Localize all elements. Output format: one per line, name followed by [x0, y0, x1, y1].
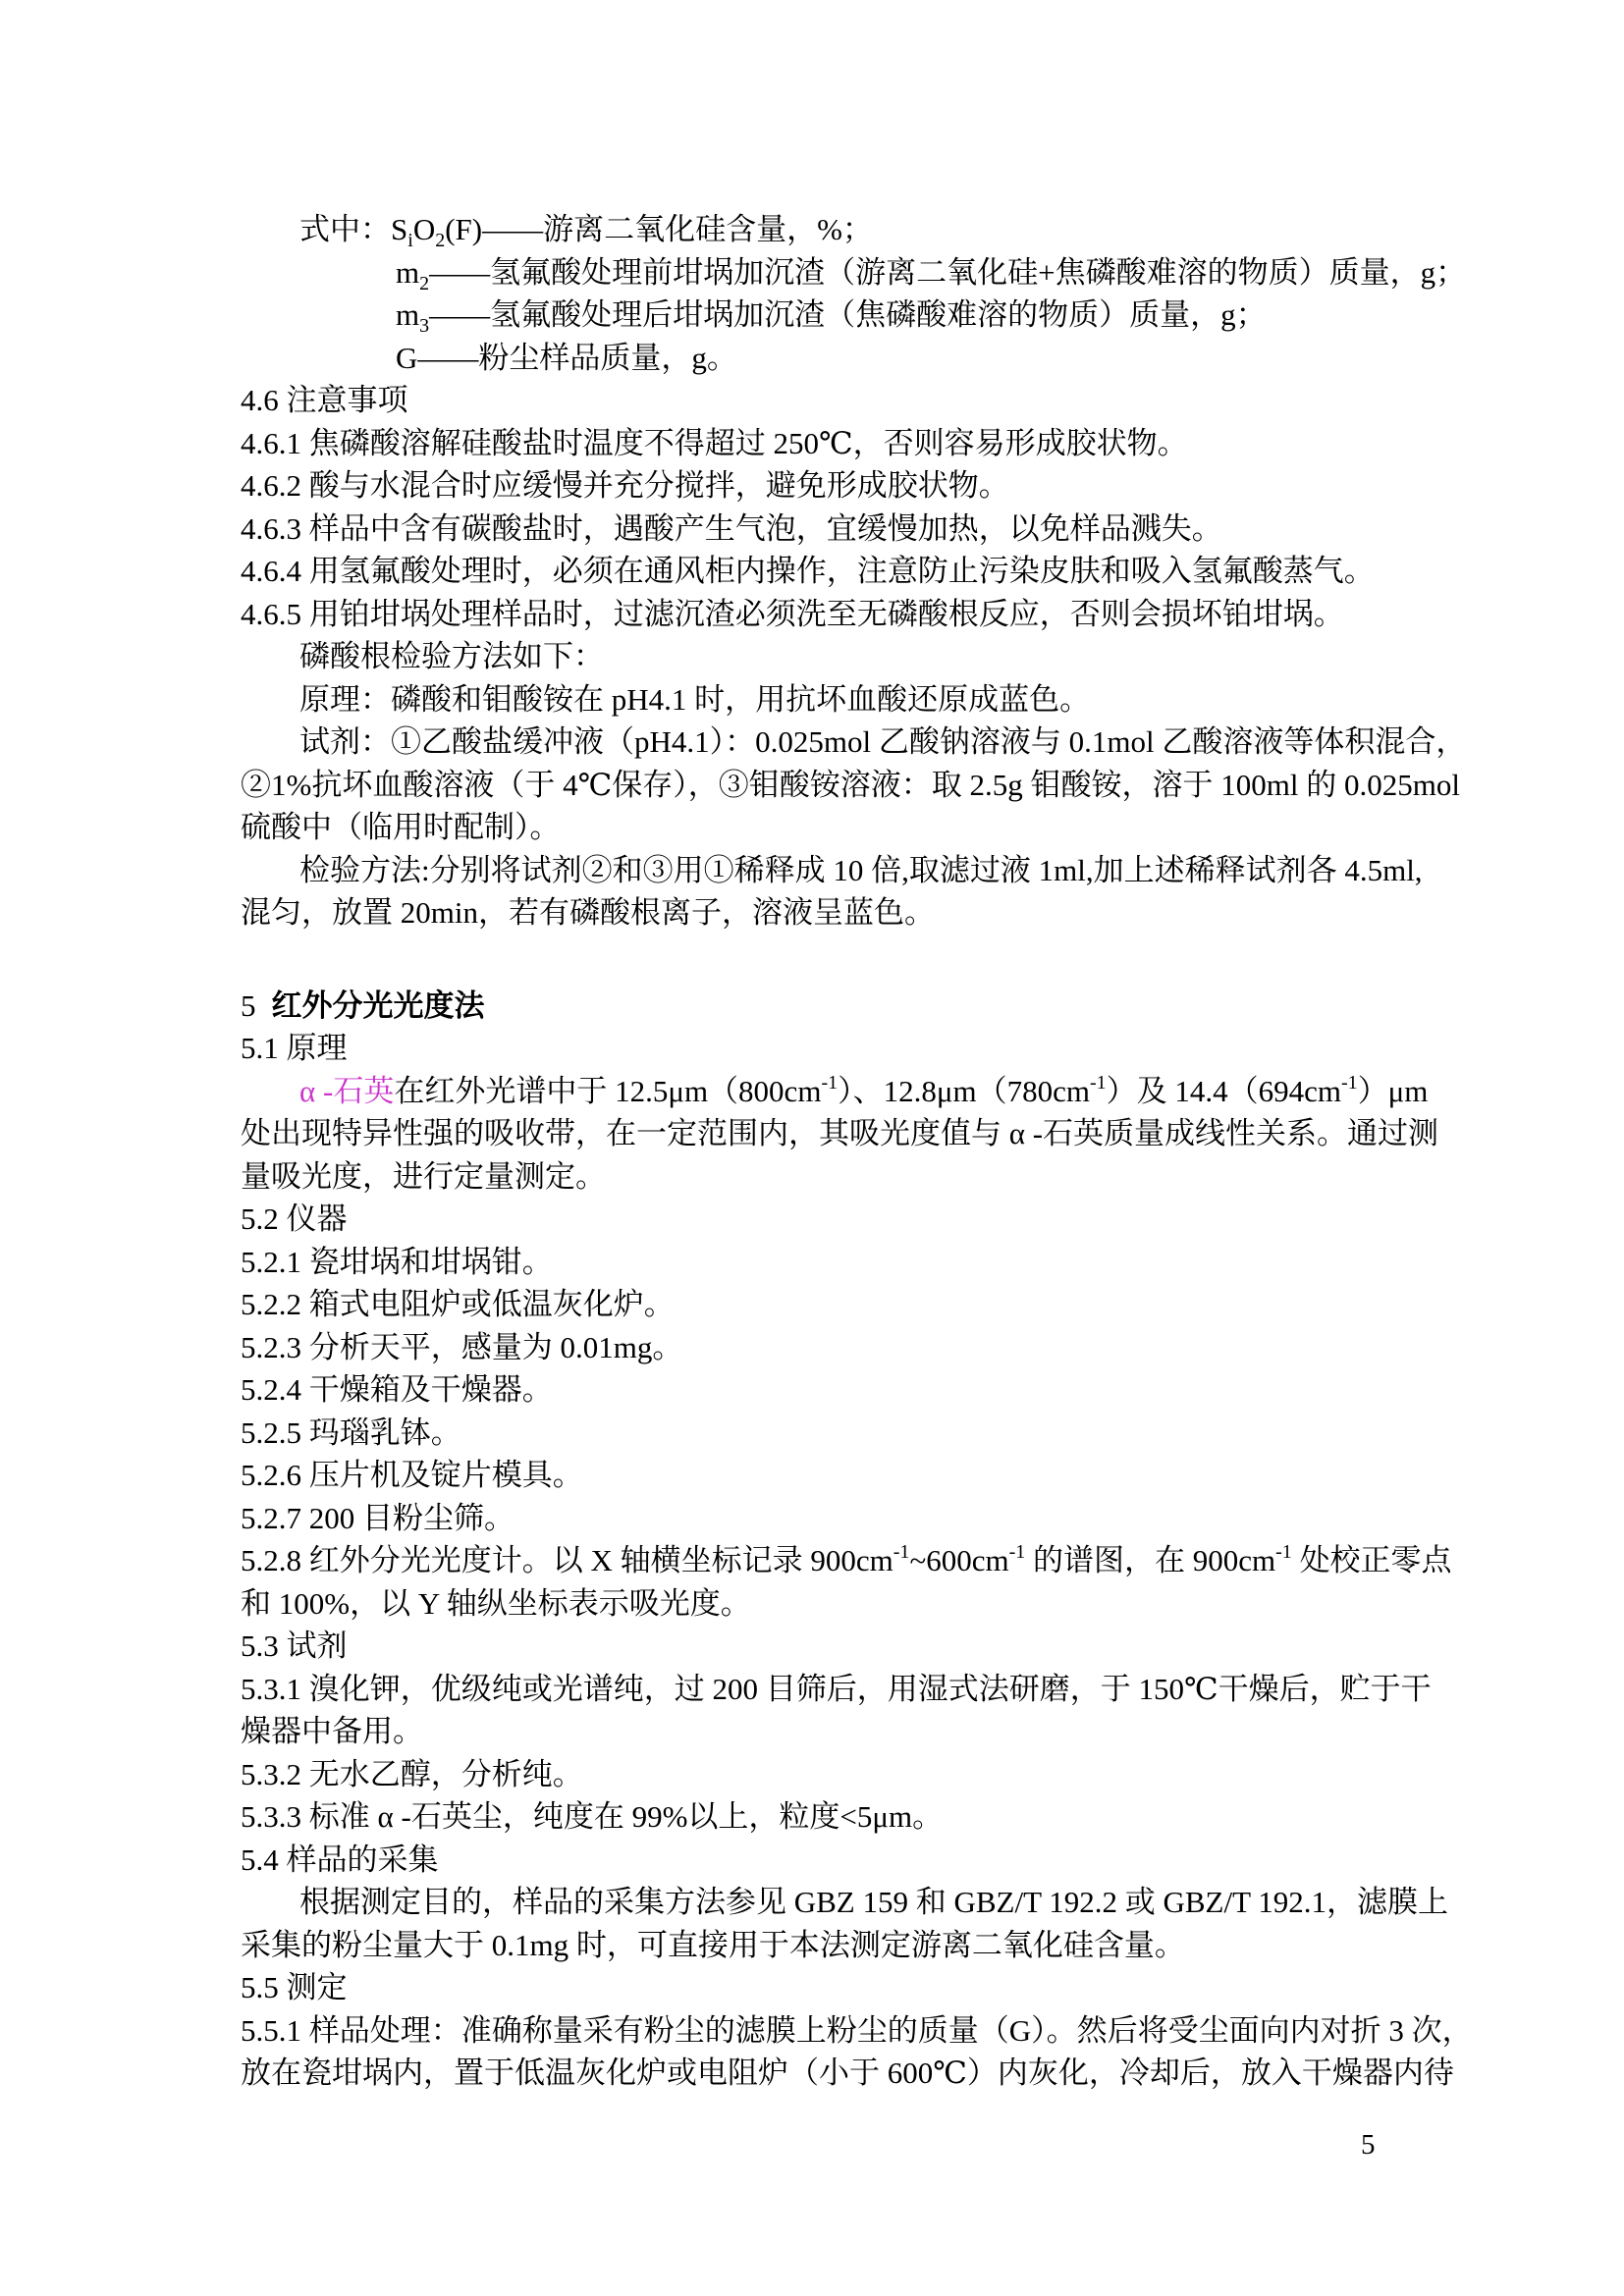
item-5-2-4: 5.2.4 干燥箱及干燥器。 — [241, 1372, 553, 1407]
principle-seg-4: ）μm — [1357, 1073, 1429, 1108]
phosphate-principle: 原理：磷酸和钼酸铵在 pH4.1 时，用抗坏血酸还原成蓝色。 — [299, 681, 1091, 717]
phosphate-reagents-line-2: ②1%抗坏血酸溶液（于 4℃保存），③钼酸铵溶液：取 2.5g 钼酸铵，溶于 100ml 的 0.025mol — [241, 767, 1460, 802]
item-5-2-8-line-2: 和 100%，以 Y 轴纵坐标表示吸光度。 — [241, 1585, 751, 1621]
note-item-4-6-3: 4.6.3 样品中含有碳酸盐时，遇酸产生气泡，宜缓慢加热，以免样品溅失。 — [241, 510, 1222, 546]
heading-5 — [241, 985, 1397, 1028]
item-5-2-8-seg-3: 的谱图，在 900cm — [1025, 1543, 1276, 1577]
formula-m3-base: m — [396, 297, 420, 332]
principle-line-2: 处出现特异性强的吸收带，在一定范围内，其吸光度值与 α -石英质量成线性关系。通过测 — [241, 1116, 1439, 1150]
item-5-2-8-seg-2: ~600cm — [909, 1543, 1009, 1577]
formula-m3-subscript: 3 — [419, 315, 430, 337]
phosphate-reagents-line-3: 硫酸中（临用时配制）。 — [241, 810, 561, 844]
superscript-900-zero: -1 — [1275, 1541, 1292, 1563]
item-5-2-5: 5.2.5 玛瑙乳钵。 — [241, 1415, 461, 1450]
principle-seg-3: ）及 14.4（694cm — [1106, 1073, 1342, 1108]
item-5-3-1-line-1: 5.3.1 溴化钾，优级纯或光谱纯，过 200 目筛后，用湿式法研磨，于 150℃干燥后，贮于干 — [241, 1671, 1432, 1706]
heading-4-6: 4.6 注意事项 — [241, 383, 408, 417]
item-5-2-8-seg-1: 5.2.8 红外分光光度计。以 X 轴横坐标记录 900cm — [241, 1543, 893, 1577]
principle-seg-2: ）、12.8μm（780cm — [838, 1073, 1090, 1108]
item-5-2-8-seg-4: 处校正零点 — [1291, 1543, 1452, 1577]
formula-subscript-i: i — [407, 230, 413, 251]
note-item-4-6-4: 4.6.4 用氢氟酸处理时，必须在通风柜内操作，注意防止污染皮肤和吸入氢氟酸蒸气。 — [241, 554, 1375, 588]
item-5-3-3: 5.3.3 标准 α -石英尘，纯度在 99%以上，粒度<5μm。 — [241, 1799, 944, 1834]
page-body — [241, 208, 1473, 2095]
formula-where-prefix: 式中：S — [299, 212, 408, 246]
item-5-2-7: 5.2.7 200 目粉尘筛。 — [241, 1500, 514, 1535]
alpha-quartz-highlight: α -石英 — [299, 1073, 395, 1108]
superscript-900: -1 — [893, 1541, 910, 1563]
note-item-4-6-1: 4.6.1 焦磷酸溶解硅酸盐时温度不得超过 250℃，否则容易形成胶状物。 — [241, 425, 1188, 460]
item-5-2-6: 5.2.6 压片机及锭片模具。 — [241, 1458, 583, 1492]
item-5-3-2: 5.3.2 无水乙醇，分析纯。 — [241, 1756, 583, 1791]
section-5 — [241, 985, 1473, 2095]
phosphate-method-line-1: 检验方法:分别将试剂②和③用①稀释成 10 倍,取滤过液 1ml,加上述稀释试剂各 4.5ml, — [299, 852, 1423, 887]
formula-m3-line — [241, 294, 1397, 337]
heading-5-title: 红外分光光度法 — [271, 988, 485, 1023]
item-5-3-1-line-2: 燥器中备用。 — [241, 1714, 423, 1748]
formula-legend — [241, 208, 1467, 379]
sampling-line-1: 根据测定目的，样品的采集方法参见 GBZ 159 和 GBZ/T 192.2 或 GBZ/T 192.1，滤膜上 — [299, 1885, 1448, 1919]
principle-line-3: 量吸光度，进行定量测定。 — [241, 1158, 606, 1194]
note-item-4-6-5: 4.6.5 用铂坩埚处理样品时，过滤沉渣必须洗至无磷酸根反应，否则会损坏铂坩埚。 — [241, 596, 1344, 631]
phosphate-test-intro: 磷酸根检验方法如下： — [299, 639, 604, 673]
formula-m3-rest: ——氢氟酸处理后坩埚加沉渣（焦磷酸难溶的物质）质量，g； — [429, 297, 1267, 332]
item-5-2-8-line-1 — [241, 1539, 1452, 1582]
phosphate-reagents-line-1: 试剂：①乙酸盐缓冲液（pH4.1）：0.025mol 乙酸钠溶液与 0.1mol 乙酸溶液等体积混合， — [299, 724, 1467, 759]
heading-5-3: 5.3 试剂 — [241, 1629, 348, 1663]
phosphate-method-line-2: 混匀，放置 20min，若有磷酸根离子，溶液呈蓝色。 — [241, 895, 935, 930]
item-5-2-1: 5.2.1 瓷坩埚和坩埚钳。 — [241, 1244, 553, 1279]
heading-5-5: 5.5 测定 — [241, 1970, 348, 2004]
formula-m2-line — [241, 251, 1467, 294]
formula-m2-base: m — [396, 254, 420, 290]
page-number: 5 — [1361, 2129, 1376, 2161]
sampling-line-2: 采集的粉尘量大于 0.1mg 时，可直接用于本法测定游离二氧化硅含量。 — [241, 1927, 1185, 1962]
formula-m2-rest: ——氢氟酸处理前坩埚加沉渣（游离二氧化硅+焦磷酸难溶的物质）质量，g； — [429, 254, 1467, 290]
formula-subscript-2: 2 — [435, 230, 446, 251]
heading-5-4: 5.4 样品的采集 — [241, 1842, 439, 1877]
formula-where-rest: (F)——游离二氧化硅含量，%； — [445, 212, 873, 246]
formula-where-o: O — [412, 212, 436, 246]
principle-line-1 — [241, 1070, 1429, 1113]
note-item-4-6-2: 4.6.2 酸与水混合时应缓慢并充分搅拌，避免形成胶状物。 — [241, 468, 1009, 503]
heading-5-2: 5.2 仪器 — [241, 1201, 348, 1236]
item-5-2-3: 5.2.3 分析天平，感量为 0.01mg。 — [241, 1329, 683, 1364]
item-5-5-1-line-1: 5.5.1 样品处理：准确称量采有粉尘的滤膜上粉尘的质量（G）。然后将受尘面向内对折 3 次， — [241, 2012, 1473, 2048]
item-5-2-2: 5.2.2 箱式电阻炉或低温灰化炉。 — [241, 1287, 675, 1321]
formula-where-line — [241, 208, 1397, 251]
principle-seg-1: 在红外光谱中于 12.5μm（800cm — [394, 1073, 822, 1108]
item-5-5-1-line-2: 放在瓷坩埚内，置于低温灰化炉或电阻炉（小于 600℃）内灰化，冷却后，放入干燥器内待 — [241, 2056, 1454, 2090]
superscript-600: -1 — [1008, 1541, 1026, 1563]
section-4-6 — [241, 379, 1467, 934]
heading-5-1: 5.1 原理 — [241, 1031, 348, 1065]
superscript-694: -1 — [1341, 1071, 1358, 1094]
formula-m2-subscript: 2 — [419, 272, 430, 294]
superscript-800: -1 — [821, 1071, 839, 1094]
superscript-780: -1 — [1089, 1071, 1107, 1094]
formula-g-line: G——粉尘样品质量，g。 — [396, 340, 737, 375]
heading-5-number: 5 — [241, 988, 256, 1023]
